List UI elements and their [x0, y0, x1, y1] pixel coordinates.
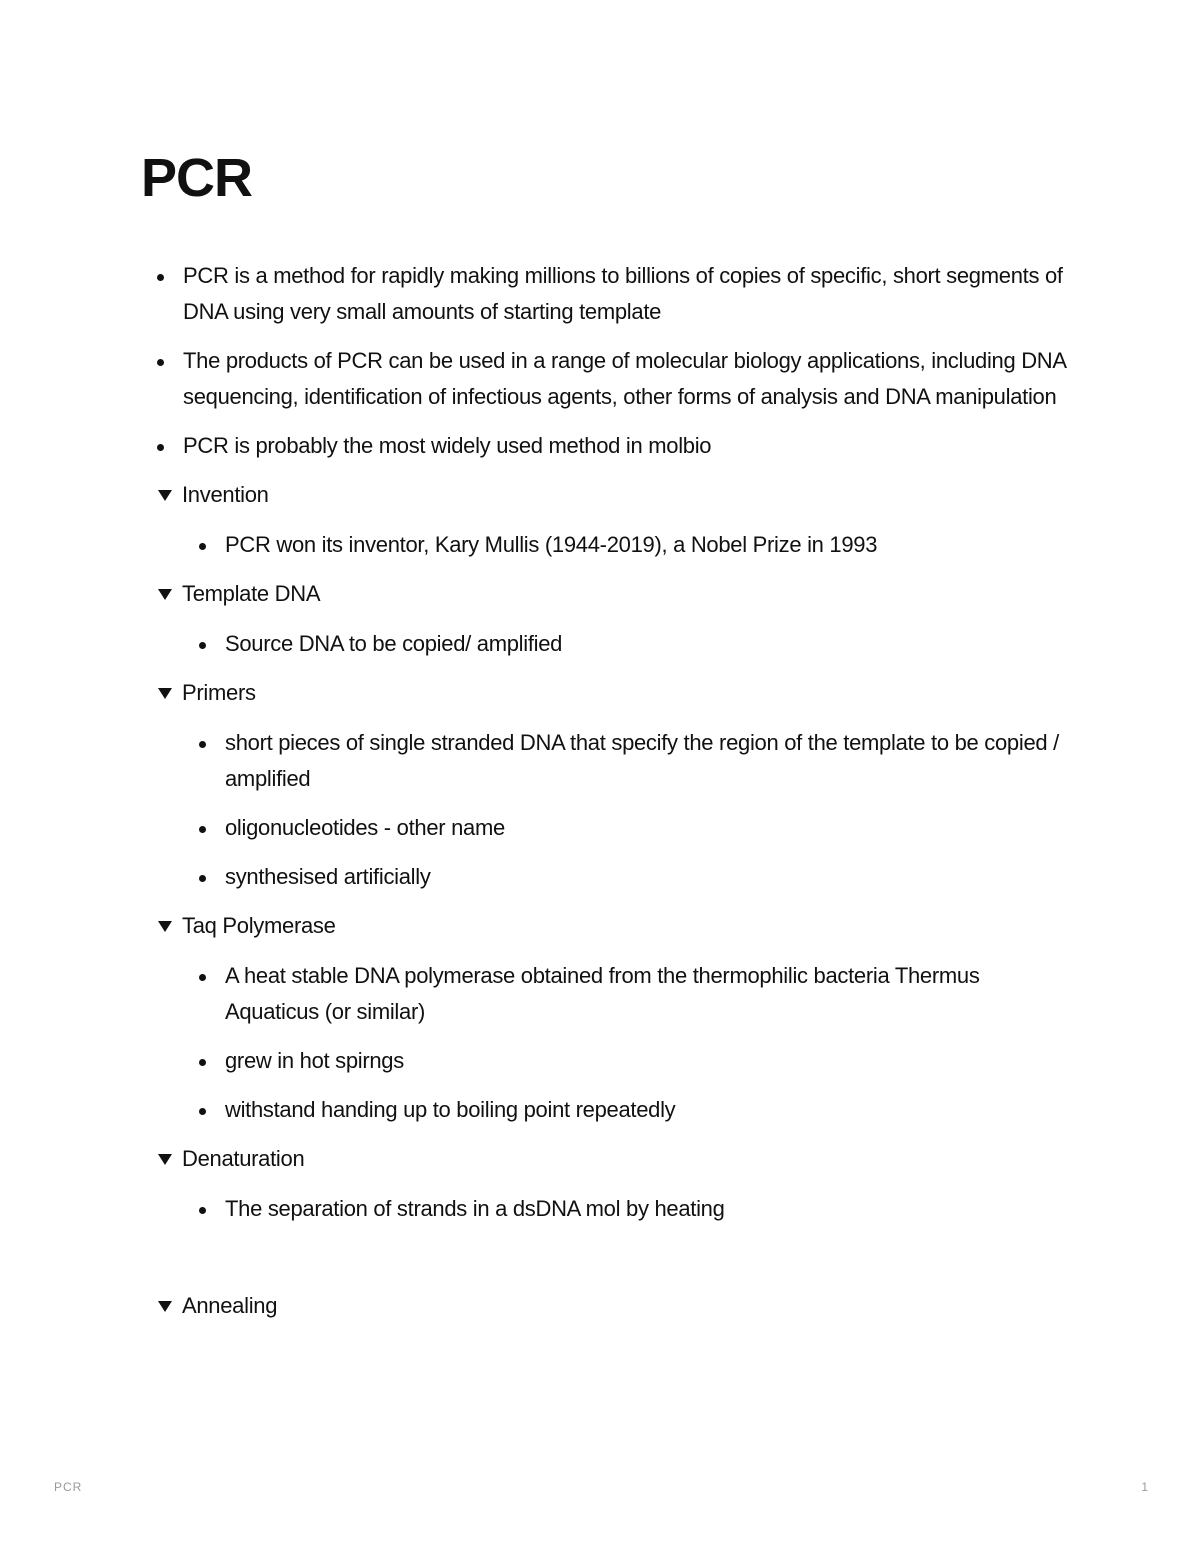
- list-item-text: withstand handing up to boiling point repeatedly: [225, 1097, 676, 1122]
- list-item: [197, 527, 1070, 563]
- toggle-heading: Taq Polymerase: [182, 913, 336, 938]
- bullet-dot-icon: [157, 359, 164, 366]
- list-item: [197, 626, 1070, 662]
- toggle-heading: Annealing: [182, 1293, 278, 1318]
- list-item-text: synthesised artificially: [225, 864, 431, 889]
- bullet-dot-icon: [199, 974, 206, 981]
- toggle-triangle-icon[interactable]: [158, 921, 172, 932]
- bullet-dot-icon: [199, 1207, 206, 1214]
- intro-bullet: [155, 258, 1070, 330]
- bullet-dot-icon: [157, 274, 164, 281]
- toggle-heading: Invention: [182, 482, 269, 507]
- toggle-triangle-icon[interactable]: [158, 589, 172, 600]
- toggle-heading: Primers: [182, 680, 256, 705]
- list-item: [197, 1092, 1070, 1128]
- bullet-dot-icon: [199, 741, 206, 748]
- footer-page-number: 1: [1141, 1480, 1148, 1494]
- list-item: [197, 725, 1070, 797]
- toggle-heading: Denaturation: [182, 1146, 305, 1171]
- bullet-dot-icon: [199, 543, 206, 550]
- toggle-template-dna[interactable]: [155, 576, 1070, 612]
- toggle-triangle-icon[interactable]: [158, 688, 172, 699]
- toggle-invention[interactable]: [155, 477, 1070, 513]
- list-item-text: short pieces of single stranded DNA that specify the region of the template to be copied / amplified: [225, 730, 1059, 791]
- toggle-template-dna-content: [155, 626, 1070, 662]
- list-item: [197, 859, 1070, 895]
- toggle-denaturation-content: [155, 1191, 1070, 1227]
- bullet-dot-icon: [199, 1059, 206, 1066]
- toggle-primers-content: [155, 725, 1070, 895]
- footer-doc-name: PCR: [54, 1480, 83, 1494]
- spacer: [155, 1240, 1070, 1288]
- bullet-dot-icon: [199, 826, 206, 833]
- bullet-dot-icon: [199, 642, 206, 649]
- list-item-text: oligonucleotides - other name: [225, 815, 505, 840]
- list-item-text: A heat stable DNA polymerase obtained from the thermophilic bacteria Thermus Aquaticus (or similar): [225, 963, 980, 1024]
- intro-bullet-text: The products of PCR can be used in a range of molecular biology applications, including DNA sequencing, identification of infectious agents, other forms of analysis and DNA manipulation: [183, 348, 1066, 409]
- toggle-triangle-icon[interactable]: [158, 490, 172, 501]
- toggle-taq-polymerase[interactable]: [155, 908, 1070, 944]
- toggle-heading: Template DNA: [182, 581, 321, 606]
- list-item-text: PCR won its inventor, Kary Mullis (1944-2019), a Nobel Prize in 1993: [225, 532, 878, 557]
- list-item-text: Source DNA to be copied/ amplified: [225, 631, 563, 656]
- toggle-invention-content: [155, 527, 1070, 563]
- list-item: [197, 1043, 1070, 1079]
- page-title: PCR: [141, 148, 253, 208]
- toggle-taq-polymerase-content: [155, 958, 1070, 1128]
- intro-bullet-text: PCR is probably the most widely used method in molbio: [183, 433, 712, 458]
- list-item: [197, 810, 1070, 846]
- list-item-text: grew in hot spirngs: [225, 1048, 404, 1073]
- document-body: [155, 258, 1070, 1338]
- toggle-primers[interactable]: [155, 675, 1070, 711]
- list-item: [197, 958, 1070, 1030]
- intro-bullet: [155, 428, 1070, 464]
- bullet-dot-icon: [157, 444, 164, 451]
- intro-bullet: [155, 343, 1070, 415]
- bullet-dot-icon: [199, 1108, 206, 1115]
- toggle-annealing[interactable]: [155, 1288, 1070, 1324]
- list-item: [197, 1191, 1070, 1227]
- list-item-text: The separation of strands in a dsDNA mol by heating: [225, 1196, 725, 1221]
- toggle-denaturation[interactable]: [155, 1141, 1070, 1177]
- bullet-dot-icon: [199, 875, 206, 882]
- toggle-triangle-icon[interactable]: [158, 1154, 172, 1165]
- intro-bullet-text: PCR is a method for rapidly making millions to billions of copies of specific, short segments of DNA using very small amounts of starting template: [183, 263, 1063, 324]
- toggle-triangle-icon[interactable]: [158, 1301, 172, 1312]
